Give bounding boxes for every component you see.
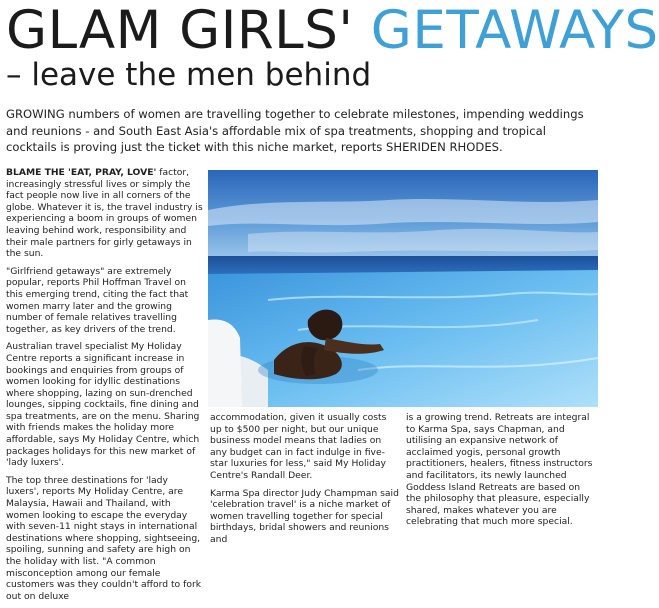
headline-main: GLAM GIRLS': [6, 0, 354, 61]
paragraph-6: Karma Spa director Judy Champman said 'celebration travel' is a niche market of women travelling together for special birthdays, bridal showers and reunions and: [210, 487, 399, 545]
standfirst: GROWING numbers of women are travelling together to celebrate milestones, impending weddings and reunions - and South East Asia's affordable mix of spa treatments, shopping and tropical cocktails is proving just the ticket with this niche market, reports SHERIDEN RHODES.: [6, 107, 584, 154]
paragraph-5: accommodation, given it usually costs up to $500 per night, but our unique business model means that ladies on any budget can in fact indulge in five-star luxuries for less," said My Holiday Centre's Randall Deer.: [210, 412, 387, 481]
article-column-2: [210, 412, 400, 552]
paragraph-1-text: factor, increasingly stressful lives or simply the fact people now live in all corners of the globe. Whatever it is, the travel industry is experiencing a boom in groups of women leaving behind work, responsibility and their male partners for girly getaways in the sun.: [6, 167, 203, 260]
infinity-pool-photo: [208, 170, 598, 407]
paragraph-7: is a growing trend. Retreats are integral to Karma Spa, says Chapman, and utilising an expansive network of acclaimed yogis, personal growth practitioners, healers, fitness instructors and facilitators, its newly launched Goddess Island Retreats are based on the philosophy that pleasure, especially shared, makes whatever you are celebrating that much more special.: [406, 412, 593, 528]
paragraph-4: The top three destinations for 'lady luxers', reports My Holiday Centre, are Malaysia, Hawaii and Thailand, with women looking to escape the everyday with seven-11 night stays in international destinations where shopping, sightseeing, spoiling, sunning and safety are high on the holiday with list. "A common misconception among our female customers was they couldn't afford to fork out on deluxe: [6, 474, 202, 602]
headline: [6, 2, 659, 60]
article-column-1: [6, 167, 204, 608]
lead-in: BLAME THE 'EAT, PRAY, LOVE': [6, 167, 157, 178]
paragraph-2: "Girlfriend getaways" are extremely popular, reports Phil Hoffman Travel on this emerging trend, citing the fact that women marry later and the growing number of female relatives travelling together, as key drivers of the trend.: [6, 265, 189, 335]
article-column-3: [406, 412, 598, 534]
subheadline: – leave the men behind: [6, 57, 372, 93]
headline-accent: GETAWAYS: [370, 0, 659, 61]
paragraph-3: Australian travel specialist My Holiday Centre reports a significant increase in bookings and enquiries from groups of women looking for idyllic destinations where shopping, lazing on sun-drenched lounges, sipping cocktails, fine dining and spa treatments, are on the menu. Sharing with friends makes the holiday more affordable, says My Holiday Centre, which packages holidays for this new market of 'lady luxers'.: [6, 341, 200, 469]
paragraph-1: [6, 167, 204, 260]
